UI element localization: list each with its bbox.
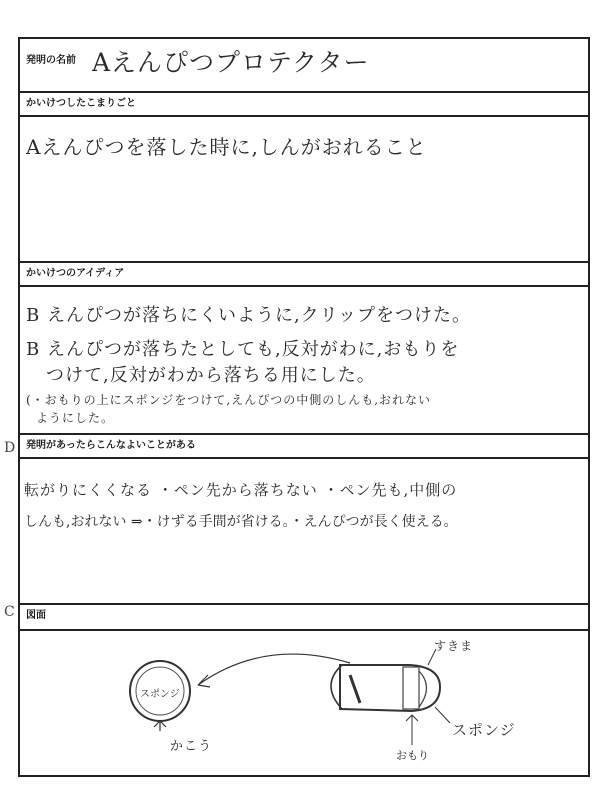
benefit-label: 発明があったらこんなよいことがある — [20, 433, 588, 457]
sponge-tip — [419, 671, 427, 707]
benefit-line-1: 転がりにくくなる ・ペン先から落ちない ・ペン先も,中側の — [24, 481, 458, 499]
sponge-circle-label: スポンジ — [140, 689, 180, 700]
pointer-arrow — [198, 654, 350, 685]
gap-label: すきま — [434, 639, 474, 653]
margin-mark-c: C — [4, 604, 15, 620]
weight-arrow — [406, 715, 418, 745]
divider — [20, 285, 588, 287]
idea-label: かいけつのアイディア — [20, 261, 588, 285]
weight-block — [403, 667, 419, 709]
divider — [20, 115, 588, 117]
idea-line-1: B えんぴつが落ちにくいように,クリップをつけた。 — [26, 305, 471, 326]
margin-mark-d: D — [4, 440, 16, 456]
name-label: 発明の名前 — [20, 53, 588, 69]
cover-arrow — [154, 721, 166, 731]
sponge-label: スポンジ — [452, 721, 516, 739]
invention-worksheet — [18, 37, 590, 777]
cap-shading — [350, 675, 360, 703]
idea-line-4: (・おもりの上にスポンジをつけて,えんぴつの中側のしんも,おれない — [26, 393, 432, 407]
problem-label: かいけつしたこまりごと — [20, 91, 588, 115]
sponge-leader — [435, 707, 450, 723]
idea-line-5: ようにした。 — [36, 411, 115, 425]
figure-label: 図面 — [20, 603, 588, 627]
invention-name: Aえんぴつプロテクター — [92, 48, 370, 77]
idea-line-3: つけて,反対がわから落ちる用にした。 — [46, 365, 376, 386]
invention-drawing — [20, 635, 588, 775]
idea-line-2: B えんぴつが落ちたとしても,反対がわに,おもりを — [26, 339, 460, 360]
divider — [20, 629, 588, 631]
divider — [20, 457, 588, 459]
benefit-line-2: しんも,おれない ⇒・けずる手間が省ける。・えんぴつが長く使える。 — [24, 514, 458, 530]
cover-label: かこう — [170, 739, 213, 754]
weight-label: おもり — [396, 749, 429, 762]
problem-text: Aえんぴつを落した時に,しんがおれること — [26, 135, 427, 159]
